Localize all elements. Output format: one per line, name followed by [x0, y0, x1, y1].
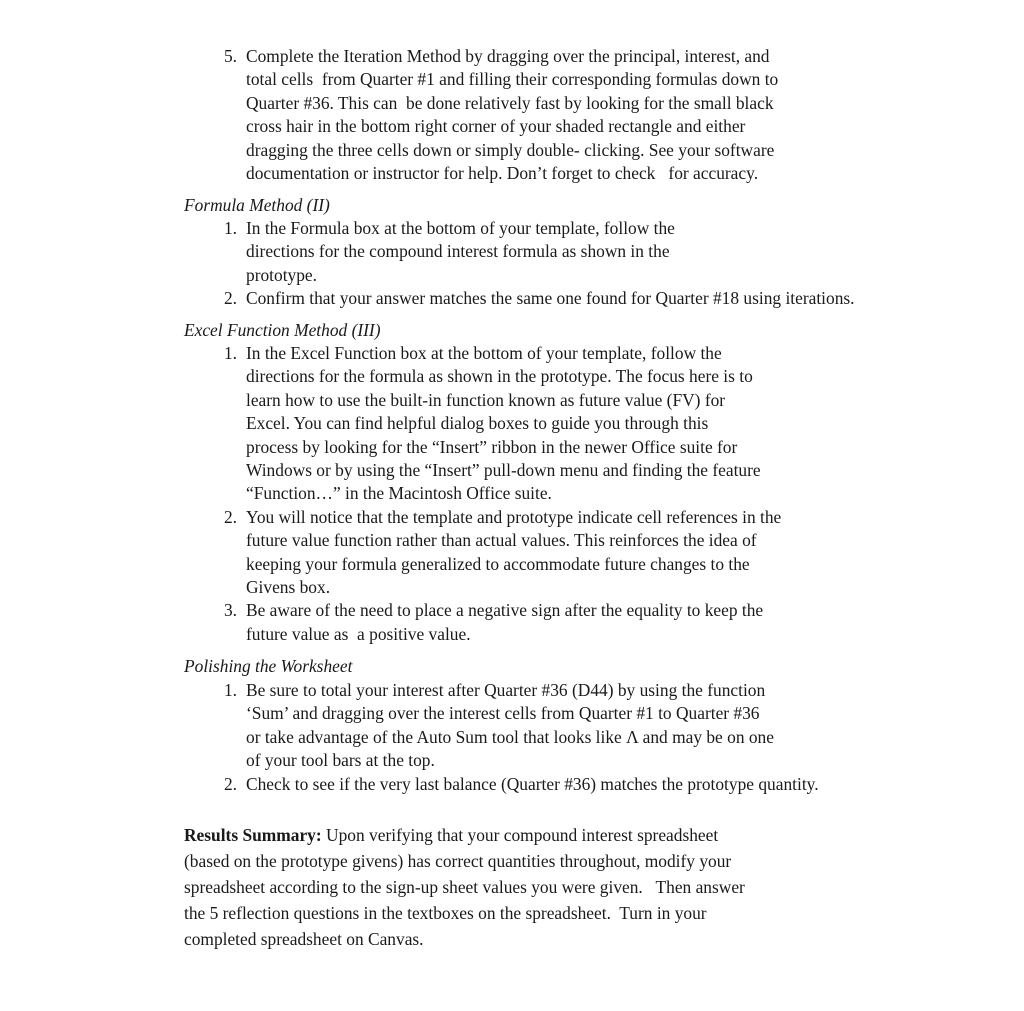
text-line: You will notice that the template and prototype indicate cell references in the: [246, 506, 782, 527]
text-line: “Function…” in the Macintosh Office suite.: [246, 483, 552, 504]
text-line: Confirm that your answer matches the same one found for Quarter #18 using iterations.: [246, 288, 855, 309]
results-summary: [184, 822, 745, 952]
summary-line: the 5 reflection questions in the textboxes on the spreadsheet. Turn in your: [184, 903, 707, 923]
text-line: Complete the Iteration Method by dragging over the principal, interest, and: [246, 46, 770, 66]
summary-line: spreadsheet according to the sign-up sheet values you were given. Then answer: [184, 877, 745, 897]
text-line: future value as a positive value.: [246, 623, 471, 644]
summary-line: completed spreadsheet on Canvas.: [184, 929, 424, 949]
list-number: 5.: [223, 46, 237, 66]
list-item: [215, 679, 819, 773]
polishing-worksheet-list: [215, 679, 819, 796]
text-line: In the Formula box at the bottom of your template, follow the: [246, 218, 675, 238]
list-item: [215, 287, 855, 310]
list-item: [215, 217, 855, 287]
section-heading: Excel Function Method (III): [184, 320, 381, 340]
section-heading: Formula Method (II): [184, 195, 330, 215]
text-line: prototype.: [246, 264, 317, 285]
text-line: of your tool bars at the top.: [246, 750, 435, 771]
text-line: Givens box.: [246, 577, 331, 598]
text-line: keeping your formula generalized to accommodate future changes to the: [246, 553, 750, 574]
text-line: ‘Sum’ and dragging over the interest cells from Quarter #1 to Quarter #36: [246, 703, 760, 724]
text-line: Be aware of the need to place a negative sign after the equality to keep the: [246, 600, 764, 621]
text-line: Be sure to total your interest after Quarter #36 (D44) by using the function: [246, 680, 766, 700]
text-line: cross hair in the bottom right corner of your shaded rectangle and either: [246, 116, 746, 137]
list-number: 1.: [223, 218, 237, 238]
text-line: directions for the compound interest formula as shown in the: [246, 241, 670, 262]
summary-line: (based on the prototype givens) has correct quantities throughout, modify your: [184, 851, 732, 871]
text-line: process by looking for the “Insert” ribbon in the newer Office suite for: [246, 436, 738, 457]
summary-label: Results Summary:: [184, 825, 322, 845]
list-item: [215, 773, 819, 796]
list-item: [215, 342, 781, 506]
excel-function-method-list: [215, 342, 781, 646]
text-line: Windows or by using the “Insert” pull-down menu and finding the feature: [246, 460, 761, 481]
list-number: 3.: [223, 600, 237, 621]
section-heading: Polishing the Worksheet: [184, 656, 353, 676]
list-item: [215, 599, 781, 646]
text-line: Quarter #36. This can be done relatively fast by looking for the small black: [246, 92, 774, 113]
text-line: Excel. You can find helpful dialog boxes to guide you through this: [246, 413, 709, 434]
text-line: dragging the three cells down or simply double- clicking. See your software: [246, 139, 775, 160]
summary-first-line: [184, 822, 745, 848]
formula-method-list: [215, 217, 855, 311]
text-line: In the Excel Function box at the bottom of your template, follow the: [246, 343, 722, 363]
list-item: [215, 506, 781, 600]
text-line: future value function rather than actual values. This reinforces the idea of: [246, 530, 757, 551]
list-item: [215, 45, 778, 185]
iteration-method-list: [215, 45, 778, 185]
text-line: total cells from Quarter #1 and filling their corresponding formulas down to: [246, 69, 779, 90]
list-number: 2.: [223, 506, 237, 527]
list-number: 1.: [223, 680, 237, 700]
text-line: documentation or instructor for help. Don’t forget to check for accuracy.: [246, 163, 759, 184]
list-number: 2.: [223, 288, 237, 309]
text-line: Check to see if the very last balance (Quarter #36) matches the prototype quantity.: [246, 773, 819, 794]
list-number: 2.: [223, 773, 237, 794]
text-line: directions for the formula as shown in the prototype. The focus here is to: [246, 366, 753, 387]
text-line: or take advantage of the Auto Sum tool that looks like Λ and may be on one: [246, 726, 774, 747]
summary-text: Upon verifying that your compound interest spreadsheet: [321, 825, 719, 845]
list-number: 1.: [223, 343, 237, 363]
text-line: learn how to use the built-in function known as future value (FV) for: [246, 389, 726, 410]
